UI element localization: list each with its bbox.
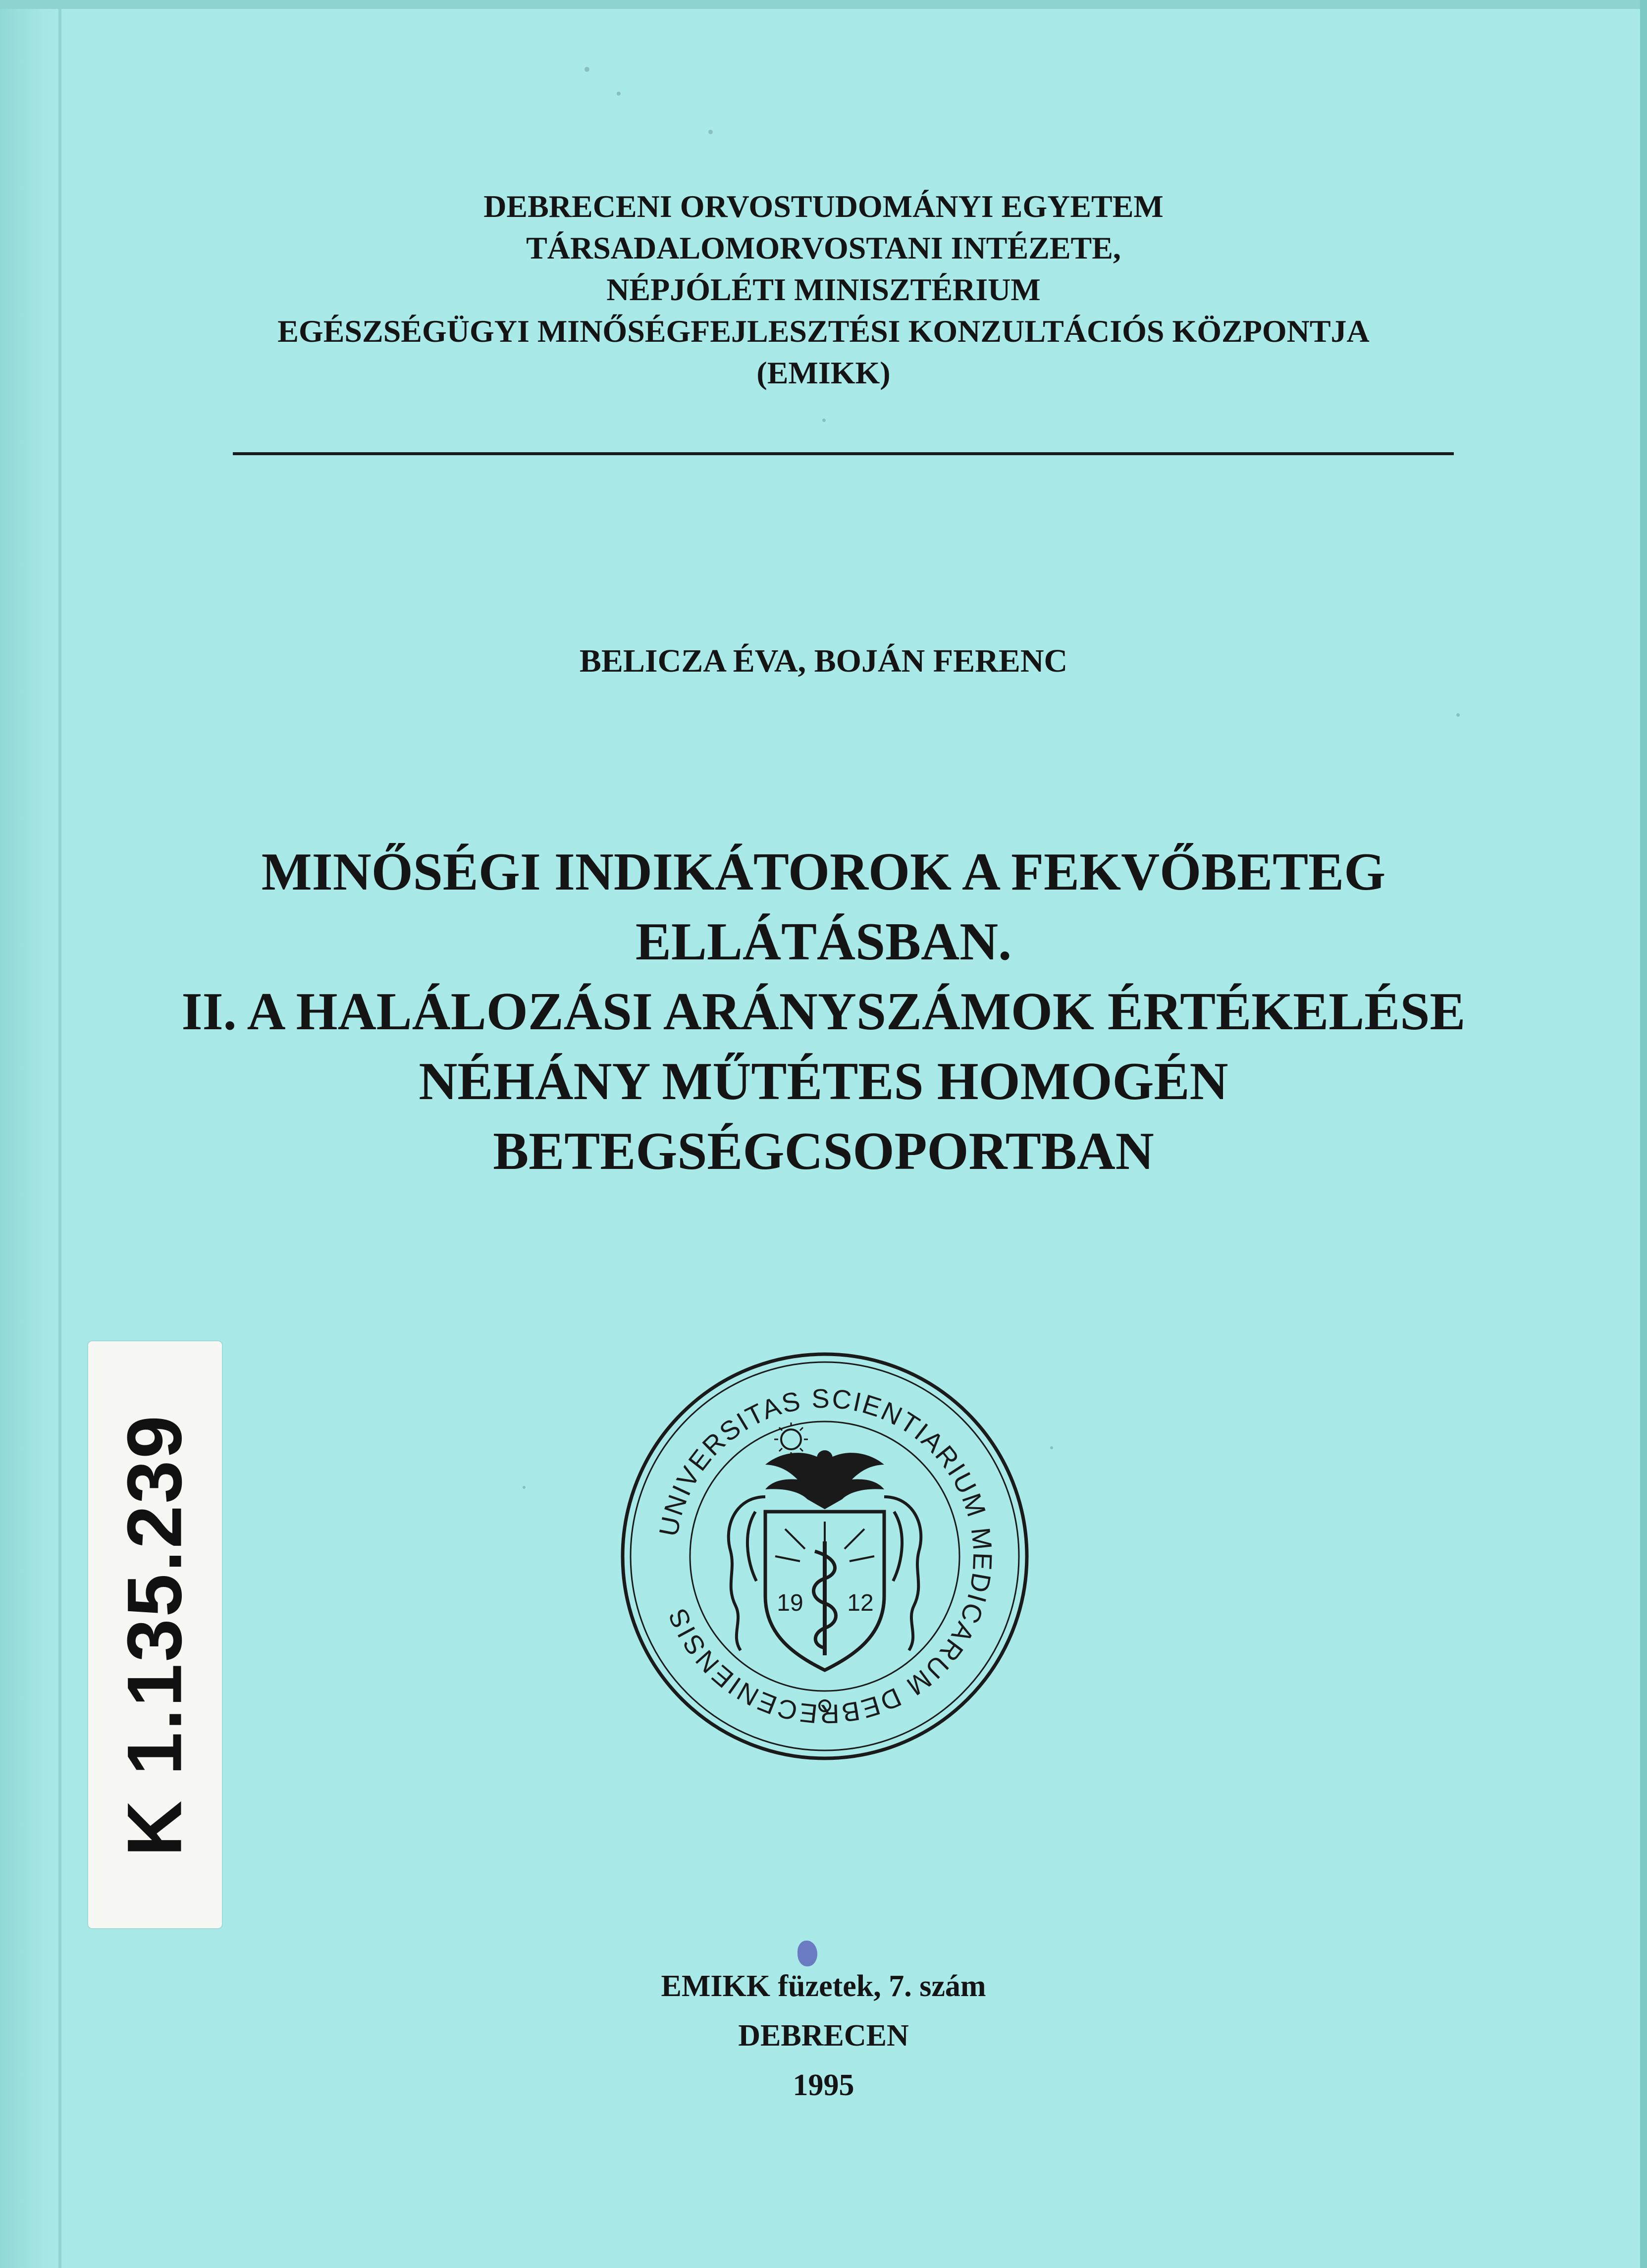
title-line-5: BETEGSÉGCSOPORTBAN [493, 1122, 1154, 1181]
university-seal-icon [617, 1348, 1033, 1764]
call-number-text: K 1.135.239 [111, 1413, 198, 1856]
horizontal-rule [233, 452, 1454, 455]
seal-year-left: 19 [777, 1590, 803, 1616]
sun-rays [774, 1423, 808, 1456]
publisher-block [0, 186, 1647, 394]
paper-speck [708, 130, 713, 134]
publisher-line-1: DEBRECENI ORVOSTUDOMÁNYI EGYETEM [483, 189, 1164, 224]
title-line-3: II. A HALÁLOZÁSI ARÁNYSZÁMOK ÉRTÉKELÉSE [181, 982, 1466, 1041]
place-of-publication: DEBRECEN [738, 2019, 909, 2053]
title-line-4: NÉHÁNY MŰTÉTES HOMOGÉN [419, 1052, 1228, 1111]
library-call-number-label [88, 1341, 222, 1928]
authors: BELICZA ÉVA, BOJÁN FERENC [579, 643, 1068, 679]
title-line-2: ELLÁTÁSBAN. [635, 912, 1012, 971]
title-line-1: MINŐSÉGI INDIKÁTOROK A FEKVŐBETEG [261, 843, 1386, 901]
staff-of-asclepius-icon [814, 1541, 836, 1655]
sun-icon [781, 1429, 801, 1449]
paper-speck [1050, 1446, 1053, 1449]
publisher-line-4: EGÉSZSÉGÜGYI MINŐSÉGFEJLESZTÉSI KONZULTÁCIÓS KÖZPONTJA [277, 314, 1370, 349]
paper-speck [584, 67, 589, 72]
seal-motto: UNIVERSITAS SCIENTIARIUM MEDICARUM DEBRECENIENSIS [653, 1383, 998, 1729]
paper-speck [1456, 713, 1460, 717]
seal-year-right: 12 [847, 1590, 874, 1616]
eagle-icon [765, 1450, 884, 1509]
paper-speck [617, 92, 621, 96]
paper-speck [822, 419, 826, 422]
publisher-line-5: (EMIKK) [756, 355, 891, 390]
publisher-line-2: TÁRSADALOMORVOSTANI INTÉZETE, [526, 230, 1121, 265]
series-imprint [0, 1961, 1647, 2110]
publisher-line-3: NÉPJÓLÉTI MINISZTÉRIUM [606, 272, 1041, 307]
top-edge [0, 0, 1647, 9]
paper-speck [523, 1486, 526, 1489]
series-name: EMIKK füzetek, 7. szám [661, 1969, 986, 2003]
publication-year: 1995 [793, 2068, 854, 2102]
book-title [0, 837, 1647, 1186]
